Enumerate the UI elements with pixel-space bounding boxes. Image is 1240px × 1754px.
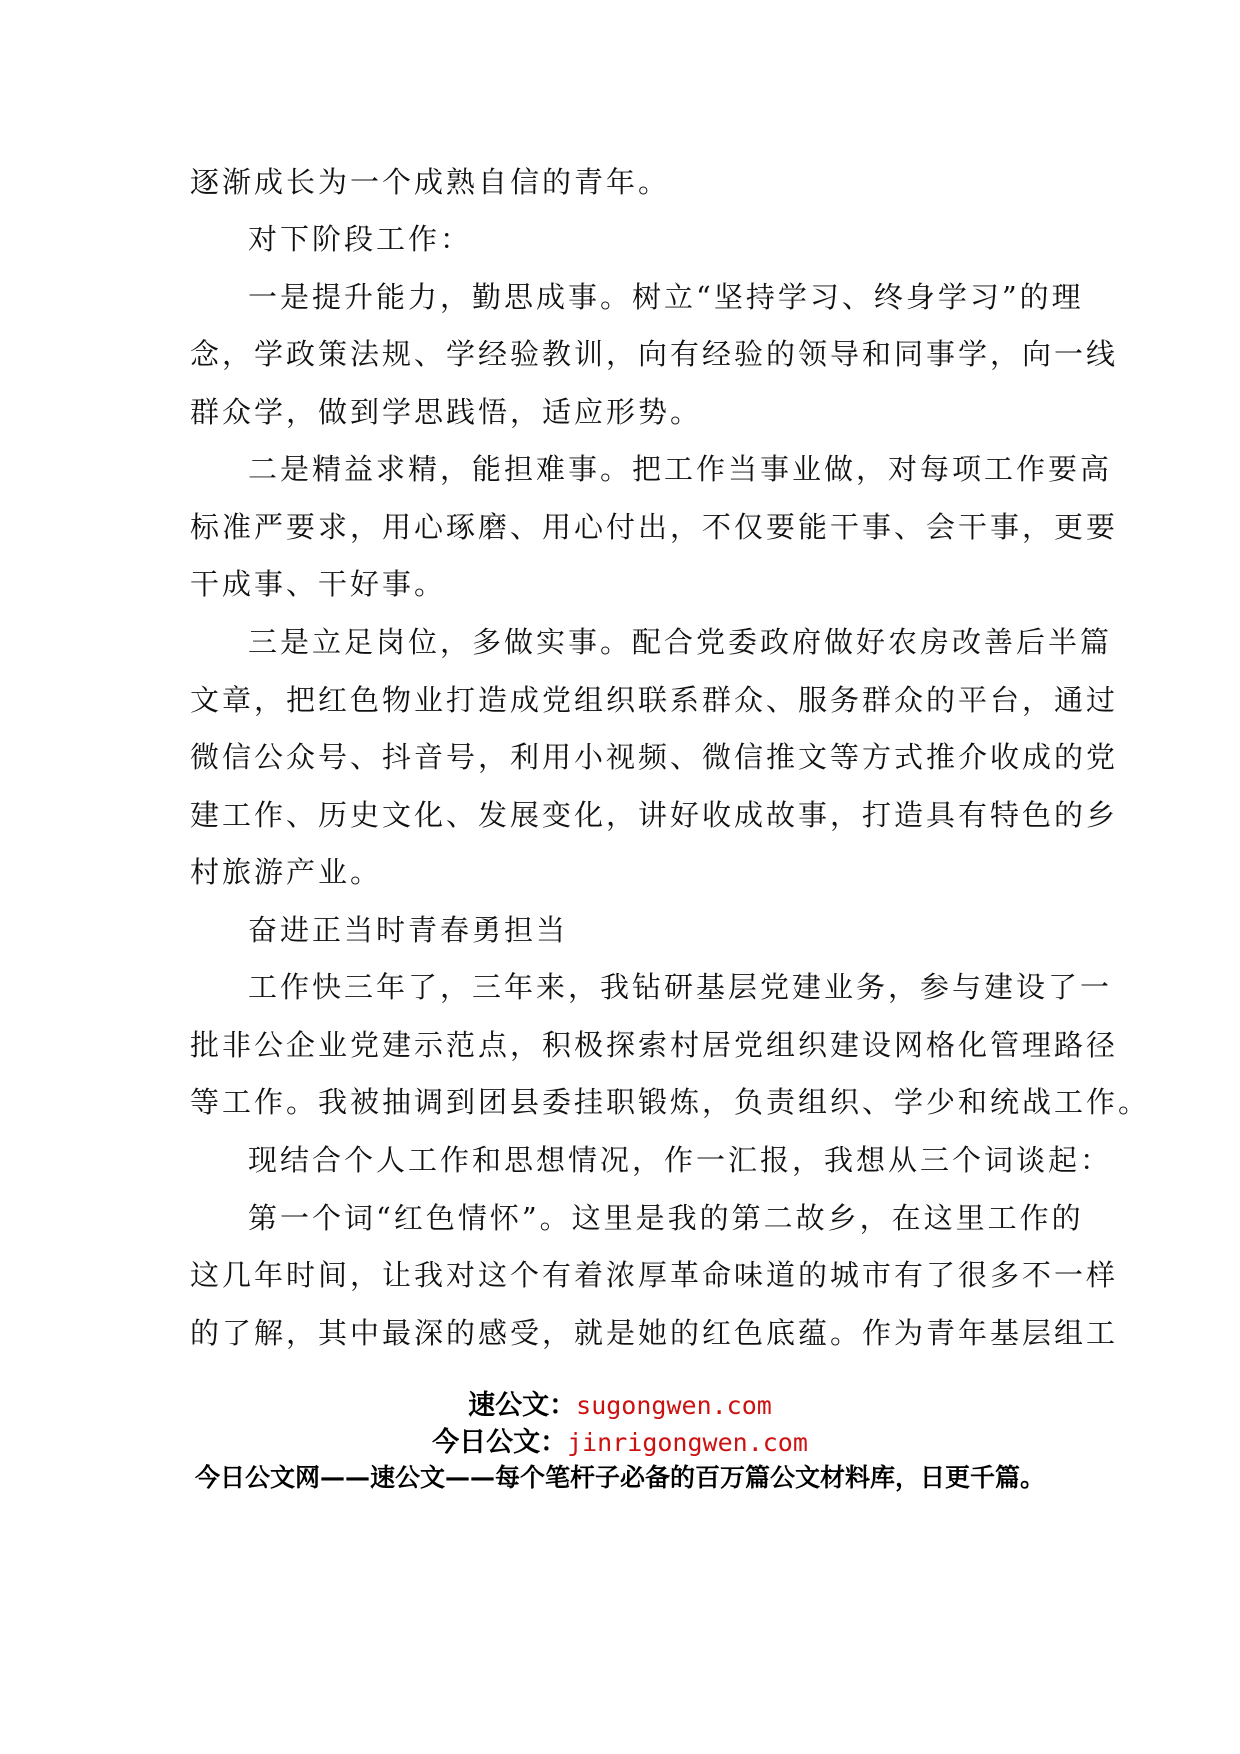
paragraph-line: 第一个词“红色情怀”。这里是我的第二故乡，在这里工作的: [248, 1201, 1084, 1235]
paragraph-line: 群众学，做到学思践悟，适应形势。: [190, 395, 703, 429]
paragraph-line: 文章，把红色物业打造成党组织联系群众、服务群众的平台，通过: [190, 683, 1119, 717]
footer-label: 今日公文：: [432, 1427, 568, 1458]
paragraph-line: 一是提升能力，勤思成事。树立“坚持学习、终身学习”的理: [248, 280, 1084, 314]
paragraph-line: 微信公众号、抖音号，利用小视频、微信推文等方式推介收成的党: [190, 740, 1119, 774]
paragraph-line: 念，学政策法规、学经验教训，向有经验的领导和同事学，向一线: [190, 337, 1119, 371]
paragraph-line: 这几年时间，让我对这个有着浓厚革命味道的城市有了很多不一样: [190, 1258, 1119, 1292]
paragraph-line: 工作快三年了，三年来，我钻研基层党建业务，参与建设了一: [248, 970, 1113, 1004]
footer-url-link[interactable]: sugongwen.com: [576, 1391, 772, 1420]
paragraph-line: 村旅游产业。: [190, 855, 383, 889]
paragraph-line: 建工作、历史文化、发展变化，讲好收成故事，打造具有特色的乡: [190, 798, 1119, 832]
paragraph-line: 标准严要求，用心琢磨、用心付出，不仅要能干事、会干事，更要: [190, 510, 1119, 544]
footer-slogan: 今日公文网——速公文——每个笔杆子必备的百万篇公文材料库，日更千篇。: [194, 1463, 1045, 1492]
paragraph-line: 干成事、干好事。: [190, 567, 447, 601]
paragraph-line: 批非公企业党建示范点，积极探索村居党组织建设网格化管理路径: [190, 1028, 1119, 1062]
paragraph-line: 等工作。我被抽调到团县委挂职锻炼，负责组织、学少和统战工作。: [190, 1085, 1151, 1119]
paragraph-line: 二是精益求精，能担难事。把工作当事业做，对每项工作要高: [248, 452, 1113, 486]
section-heading: 对下阶段工作：: [248, 222, 473, 256]
paragraph-line: 三是立足岗位，多做实事。配合党委政府做好农房改善后半篇: [248, 625, 1113, 659]
paragraph-line: 现结合个人工作和思想情况，作一汇报，我想从三个词谈起：: [248, 1143, 1113, 1177]
footer-label: 速公文：: [468, 1390, 577, 1421]
section-title: 奋进正当时青春勇担当: [248, 913, 569, 947]
footer-line-sugongwen: [0, 1383, 1240, 1422]
paragraph-line: 的了解，其中最深的感受，就是她的红色底蕴。作为青年基层组工: [190, 1316, 1119, 1350]
footer-line-jinrigongwen: [0, 1420, 1240, 1459]
footer-url-link[interactable]: jinrigongwen.com: [567, 1428, 808, 1457]
paragraph-line: 逐渐成长为一个成熟自信的青年。: [190, 165, 671, 199]
